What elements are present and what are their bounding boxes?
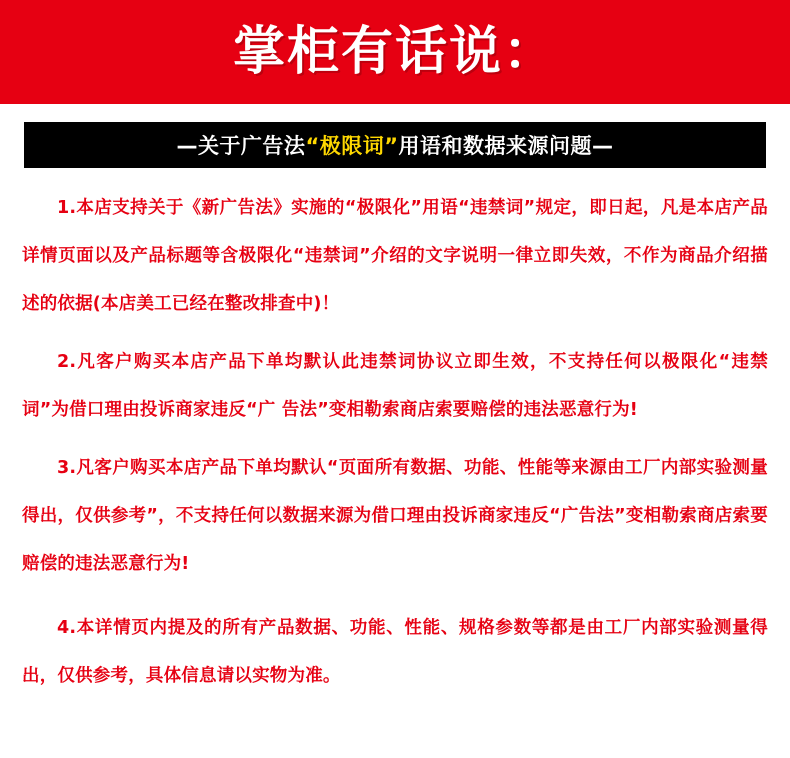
subtitle-bar-wrapper (0, 104, 790, 168)
clause-paragraph-1: 1.本店支持关于《新广告法》实施的“极限化”用语“违禁词”规定，即日起，凡是本店产品详情页面以及产品标题等含极限化“违禁词”介绍的文字说明一律立即失效，不作为商品介绍描述的依据(本店美工已经在整改排查中)！ (22, 198, 768, 314)
notice-content (0, 168, 790, 700)
clause-paragraph-2: 2.凡客户购买本店产品下单均默认此违禁词协议立即生效，不支持任何以极限化“违禁词”为借口理由投诉商家违反“广 告法”变相勒索商店索要赔偿的违法恶意行为! (22, 352, 768, 420)
subtitle-suffix: 用语和数据来源问题— (398, 134, 614, 158)
subtitle-highlight: “极限词” (305, 134, 399, 158)
page-title: 掌柜有话说： (232, 22, 557, 82)
subtitle-text (176, 130, 613, 160)
clause-paragraph-3: 3.凡客户购买本店产品下单均默认“页面所有数据、功能、性能等来源由工厂内部实验测量得出，仅供参考”，不支持任何以数据来源为借口理由投诉商家违反“广告法”变相勒索商店索要赔偿的违法恶意行为! (22, 458, 768, 574)
banner (0, 0, 790, 104)
subtitle-bar (24, 122, 766, 168)
subtitle-prefix: —关于广告法 (176, 134, 306, 158)
clause-paragraph-4: 4.本详情页内提及的所有产品数据、功能、性能、规格参数等都是由工厂内部实验测量得出，仅供参考，具体信息请以实物为准。 (22, 618, 768, 686)
